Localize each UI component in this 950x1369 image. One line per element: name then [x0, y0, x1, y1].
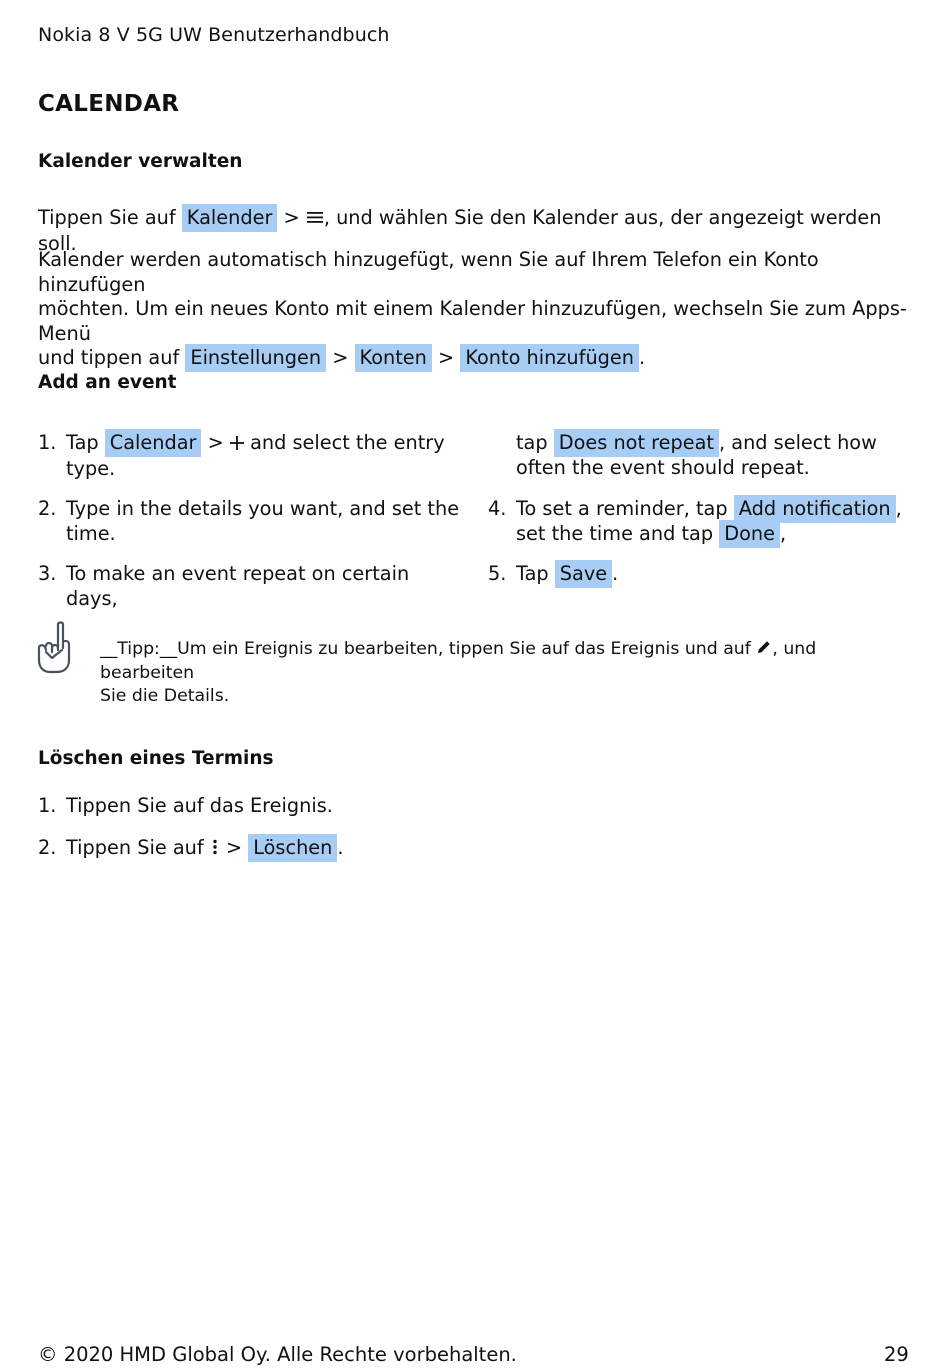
separator: > — [332, 346, 349, 370]
heading-kalender-verwalten: Kalender verwalten — [38, 151, 243, 172]
heading-loeschen: Löschen eines Termins — [38, 748, 274, 769]
text-line: möchten. Um ein neues Konto mit einem Kalender hinzuzufügen, wechseln Sie zum Apps-Menü — [38, 297, 907, 345]
document-header: Nokia 8 V 5G UW Benutzerhandbuch — [38, 24, 390, 46]
separator: > — [225, 836, 243, 859]
text: . — [612, 562, 619, 585]
section-title: CALENDAR — [38, 91, 180, 117]
text: . — [638, 346, 646, 370]
ui-label-save: Save — [555, 560, 612, 588]
text: Tap — [516, 562, 549, 585]
ui-label-does-not-repeat: Does not repeat — [554, 429, 719, 457]
ui-label-konto-hinzufuegen: Konto hinzufügen — [460, 344, 639, 372]
ui-label-calendar: Calendar — [105, 429, 202, 457]
text: Tippen Sie auf — [66, 836, 204, 859]
heading-add-event: Add an event — [38, 372, 177, 393]
text: __Tipp:__Um ein Ereignis zu bearbeiten, tippen Sie auf das Ereignis und auf — [100, 639, 751, 659]
text: , and select how — [719, 431, 877, 454]
text: , — [779, 521, 787, 545]
separator: > — [438, 346, 455, 370]
list-number: 4. — [488, 497, 507, 520]
list-number: 2. — [38, 836, 57, 859]
ui-label-einstellungen: Einstellungen — [185, 344, 326, 372]
text-line: Kalender werden automatisch hinzugefügt, wenn Sie auf Ihrem Telefon ein Konto hinzufügen — [38, 248, 819, 296]
ui-label-loeschen: Löschen — [248, 834, 337, 862]
list-number: 1. — [38, 431, 57, 454]
text: Tippen Sie auf — [38, 206, 176, 229]
raised-finger-icon — [36, 620, 74, 676]
text: , und bearbeiten — [100, 639, 817, 683]
separator: > — [283, 206, 300, 229]
list-number: 2. — [38, 497, 57, 520]
text: time. — [66, 521, 116, 545]
text: and select the entry — [250, 431, 445, 454]
text: Tippen Sie auf das Ereignis. — [66, 794, 333, 817]
separator: > — [207, 431, 224, 454]
ui-label-konten: Konten — [355, 344, 432, 372]
footer-copyright: © 2020 HMD Global Oy. Alle Rechte vorbehalten. — [38, 1343, 517, 1366]
tip-text — [100, 638, 910, 708]
paragraph-add-account — [38, 248, 918, 371]
ui-label-add-notification: Add notification — [734, 495, 896, 523]
more-vert-icon — [210, 837, 220, 862]
text: Type in the details you want, and set the — [66, 497, 460, 520]
text: tap — [516, 431, 548, 454]
text: type. — [66, 456, 116, 480]
text: set the time and tap — [516, 521, 714, 545]
text: To set a reminder, tap — [516, 497, 728, 520]
text: Sie die Details. — [100, 686, 230, 706]
text: often the event should repeat. — [516, 455, 810, 479]
text: , — [895, 497, 902, 520]
pencil-icon — [756, 639, 772, 662]
list-number: 3. — [38, 562, 57, 585]
text: To make an event repeat on certain days, — [66, 562, 410, 610]
list-number: 1. — [38, 794, 57, 817]
menu-icon — [306, 207, 324, 232]
text: , und wählen Sie den Kalender aus, der angezeigt werden soll. — [38, 206, 882, 255]
plus-icon — [230, 432, 244, 457]
ui-label-done: Done — [719, 520, 780, 548]
page-number: 29 — [884, 1343, 909, 1366]
text: und tippen auf — [38, 346, 180, 370]
ui-label-kalender: Kalender — [182, 204, 278, 232]
text: Tap — [66, 431, 99, 454]
list-number: 5. — [488, 562, 507, 585]
text: . — [337, 836, 344, 859]
